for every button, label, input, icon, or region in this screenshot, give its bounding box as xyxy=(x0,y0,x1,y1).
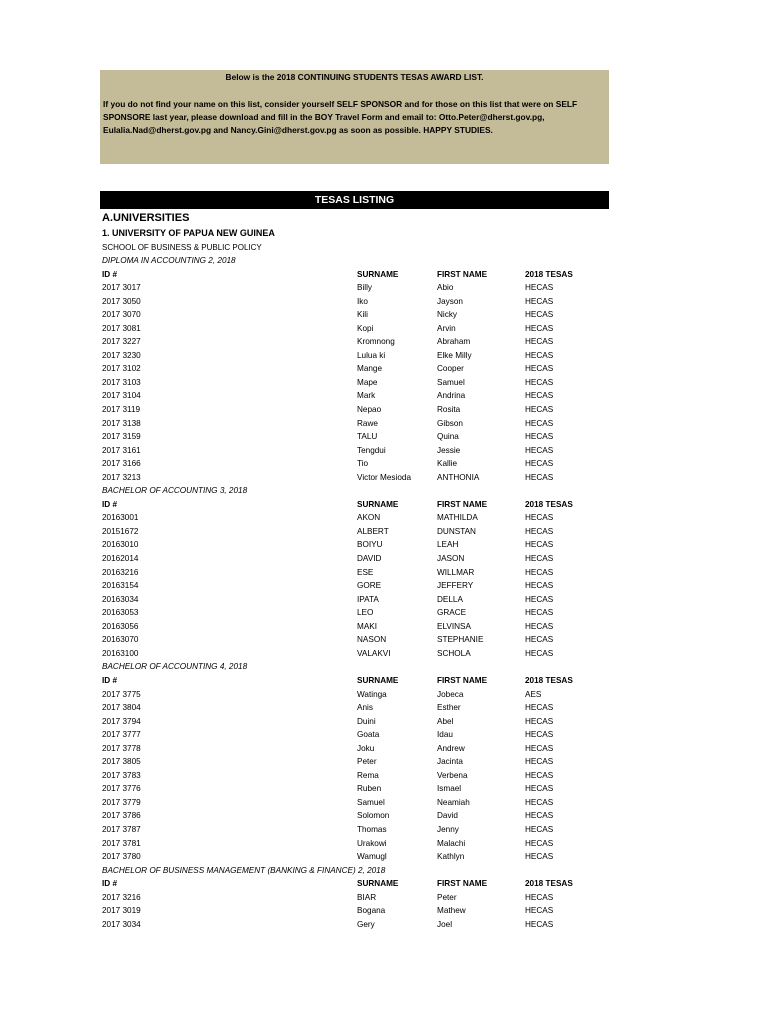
student-award: HECAS xyxy=(525,797,554,807)
program-title: BACHELOR OF ACCOUNTING 4, 2018 xyxy=(102,662,248,672)
column-header-surname: SURNAME xyxy=(357,879,399,889)
student-first-name: Jobeca xyxy=(437,689,464,699)
student-award: HECAS xyxy=(525,377,554,387)
student-row xyxy=(102,850,612,864)
student-surname: IPATA xyxy=(357,594,379,604)
student-first-name: Jessie xyxy=(437,445,461,455)
student-award: HECAS xyxy=(525,906,554,916)
student-row xyxy=(102,755,612,769)
student-surname: MAKI xyxy=(357,621,378,631)
student-first-name: Rosita xyxy=(437,405,461,415)
student-surname: Thomas xyxy=(357,824,387,834)
student-first-name: Cooper xyxy=(437,364,464,374)
student-row xyxy=(102,593,612,607)
student-surname: Joku xyxy=(357,743,375,753)
student-row xyxy=(102,904,612,918)
student-surname: NASON xyxy=(357,635,387,645)
listing-banner: TESAS LISTING xyxy=(100,191,609,209)
student-id: 20162014 xyxy=(102,554,139,564)
student-id: 2017 3780 xyxy=(102,852,141,862)
student-row xyxy=(102,701,612,715)
student-id: 2017 3805 xyxy=(102,757,141,767)
student-row xyxy=(102,620,612,634)
student-id: 20163034 xyxy=(102,594,139,604)
student-id: 2017 3161 xyxy=(102,445,141,455)
student-first-name: Mathew xyxy=(437,906,466,916)
column-header-row xyxy=(102,268,612,282)
column-header-id: ID # xyxy=(102,499,118,509)
student-award: HECAS xyxy=(525,757,554,767)
student-award: HECAS xyxy=(525,770,554,780)
column-header-first-name: FIRST NAME xyxy=(437,675,488,685)
student-first-name: Esther xyxy=(437,703,461,713)
listing-content xyxy=(102,210,612,931)
student-surname: Tengdui xyxy=(357,445,386,455)
student-award: HECAS xyxy=(525,364,554,374)
student-row xyxy=(102,796,612,810)
student-award: HECAS xyxy=(525,350,554,360)
column-header-award: 2018 TESAS xyxy=(525,879,573,889)
column-header-first-name: FIRST NAME xyxy=(437,499,488,509)
student-surname: Rawe xyxy=(357,418,378,428)
student-id: 2017 3775 xyxy=(102,689,141,699)
student-row xyxy=(102,295,612,309)
student-award: HECAS xyxy=(525,703,554,713)
column-header-row xyxy=(102,877,612,891)
student-id: 2017 3778 xyxy=(102,743,141,753)
student-id: 2017 3138 xyxy=(102,418,141,428)
student-id: 2017 3104 xyxy=(102,391,141,401)
student-first-name: JASON xyxy=(437,554,465,564)
student-id: 20163010 xyxy=(102,540,139,550)
student-first-name: Kathlyn xyxy=(437,852,465,862)
student-row xyxy=(102,538,612,552)
student-surname: Iko xyxy=(357,296,368,306)
student-first-name: DUNSTAN xyxy=(437,526,476,536)
student-row xyxy=(102,782,612,796)
student-surname: Solomon xyxy=(357,811,390,821)
student-award: HECAS xyxy=(525,323,554,333)
column-header-row xyxy=(102,674,612,688)
program-title: DIPLOMA IN ACCOUNTING 2, 2018 xyxy=(102,256,236,265)
student-row xyxy=(102,688,612,702)
student-id: 2017 3804 xyxy=(102,703,141,713)
student-surname: BOIYU xyxy=(357,540,383,550)
student-row xyxy=(102,606,612,620)
student-id: 20163154 xyxy=(102,581,139,591)
student-row xyxy=(102,837,612,851)
student-first-name: Nicky xyxy=(437,310,458,320)
student-row xyxy=(102,647,612,661)
student-award: HECAS xyxy=(525,919,554,929)
student-award: HECAS xyxy=(525,648,554,658)
student-surname: TALU xyxy=(357,432,378,442)
student-row xyxy=(102,281,612,295)
student-surname: Gery xyxy=(357,919,375,929)
student-id: 20151672 xyxy=(102,526,139,536)
student-first-name: Gibson xyxy=(437,418,463,428)
student-first-name: MATHILDA xyxy=(437,513,478,523)
student-surname: Samuel xyxy=(357,797,385,807)
student-row xyxy=(102,823,612,837)
student-id: 2017 3786 xyxy=(102,811,141,821)
student-award: HECAS xyxy=(525,391,554,401)
column-header-first-name: FIRST NAME xyxy=(437,879,488,889)
student-first-name: Quina xyxy=(437,432,459,442)
student-row xyxy=(102,552,612,566)
column-header-award: 2018 TESAS xyxy=(525,675,573,685)
student-id: 20163070 xyxy=(102,635,139,645)
student-first-name: GRACE xyxy=(437,608,467,618)
student-award: AES xyxy=(525,689,542,699)
program-title: BACHELOR OF BUSINESS MANAGEMENT (BANKING & FINANCE) 2, 2018 xyxy=(102,865,386,875)
student-award: HECAS xyxy=(525,621,554,631)
student-row xyxy=(102,417,612,431)
student-award: HECAS xyxy=(525,540,554,550)
student-award: HECAS xyxy=(525,296,554,306)
student-first-name: Arvin xyxy=(437,323,456,333)
student-first-name: Verbena xyxy=(437,770,468,780)
student-award: HECAS xyxy=(525,418,554,428)
student-award: HECAS xyxy=(525,513,554,523)
program-list xyxy=(102,254,612,931)
student-id: 2017 3019 xyxy=(102,906,141,916)
student-row xyxy=(102,457,612,471)
student-award: HECAS xyxy=(525,852,554,862)
student-row xyxy=(102,444,612,458)
student-id: 2017 3794 xyxy=(102,716,141,726)
student-id: 20163056 xyxy=(102,621,139,631)
student-award: HECAS xyxy=(525,784,554,794)
student-surname: Bogana xyxy=(357,906,386,916)
student-first-name: ELVINSA xyxy=(437,621,471,631)
student-surname: BIAR xyxy=(357,892,377,902)
student-award: HECAS xyxy=(525,554,554,564)
student-id: 2017 3166 xyxy=(102,459,141,469)
student-surname: Wamugl xyxy=(357,852,387,862)
student-award: HECAS xyxy=(525,567,554,577)
student-row xyxy=(102,769,612,783)
student-id: 2017 3777 xyxy=(102,730,141,740)
student-first-name: Samuel xyxy=(437,377,465,387)
student-row xyxy=(102,525,612,539)
column-header-id: ID # xyxy=(102,675,118,685)
student-row xyxy=(102,728,612,742)
program-title: BACHELOR OF ACCOUNTING 3, 2018 xyxy=(102,486,248,496)
student-surname: Watinga xyxy=(357,689,387,699)
student-first-name: STEPHANIE xyxy=(437,635,484,645)
student-first-name: WILLMAR xyxy=(437,567,475,577)
student-id: 20163216 xyxy=(102,567,139,577)
student-id: 20163053 xyxy=(102,608,139,618)
student-award: HECAS xyxy=(525,716,554,726)
student-row xyxy=(102,511,612,525)
student-surname: Billy xyxy=(357,283,373,293)
student-first-name: DELLA xyxy=(437,594,463,604)
notice-box xyxy=(100,70,609,164)
column-header-row xyxy=(102,498,612,512)
column-header-first-name: FIRST NAME xyxy=(437,269,488,279)
student-id: 20163001 xyxy=(102,513,139,523)
student-award: HECAS xyxy=(525,635,554,645)
student-id: 2017 3783 xyxy=(102,770,141,780)
student-id: 2017 3787 xyxy=(102,824,141,834)
column-header-surname: SURNAME xyxy=(357,499,399,509)
student-award: HECAS xyxy=(525,445,554,455)
student-award: HECAS xyxy=(525,838,554,848)
student-surname: Mark xyxy=(357,391,376,401)
column-header-surname: SURNAME xyxy=(357,269,399,279)
student-surname: Rema xyxy=(357,770,379,780)
student-surname: Goata xyxy=(357,730,380,740)
student-surname: Nepao xyxy=(357,405,382,415)
student-surname: Kopi xyxy=(357,323,374,333)
student-id: 2017 3227 xyxy=(102,337,141,347)
student-award: HECAS xyxy=(525,824,554,834)
student-row xyxy=(102,403,612,417)
student-id: 2017 3119 xyxy=(102,405,141,415)
student-id: 2017 3081 xyxy=(102,323,141,333)
student-award: HECAS xyxy=(525,743,554,753)
student-first-name: Idau xyxy=(437,730,453,740)
column-header-surname: SURNAME xyxy=(357,675,399,685)
student-award: HECAS xyxy=(525,283,554,293)
student-award: HECAS xyxy=(525,730,554,740)
school-heading: SCHOOL OF BUSINESS & PUBLIC POLICY xyxy=(102,243,262,252)
student-surname: Mange xyxy=(357,364,383,374)
student-surname: Peter xyxy=(357,757,377,767)
student-first-name: Andrew xyxy=(437,743,465,753)
university-heading: 1. UNIVERSITY OF PAPUA NEW GUINEA xyxy=(102,228,275,238)
student-first-name: Neamiah xyxy=(437,797,470,807)
student-first-name: SCHOLA xyxy=(437,648,471,658)
student-id: 2017 3034 xyxy=(102,919,141,929)
student-surname: Urakowi xyxy=(357,838,387,848)
student-row xyxy=(102,362,612,376)
student-first-name: Kallie xyxy=(437,459,458,469)
student-id: 2017 3781 xyxy=(102,838,141,848)
student-first-name: Abel xyxy=(437,716,454,726)
student-first-name: Joel xyxy=(437,919,453,929)
student-row xyxy=(102,389,612,403)
student-first-name: LEAH xyxy=(437,540,459,550)
student-first-name: Malachi xyxy=(437,838,466,848)
student-surname: Tio xyxy=(357,459,369,469)
section-heading: A.UNIVERSITIES xyxy=(102,212,190,224)
student-award: HECAS xyxy=(525,310,554,320)
student-first-name: Elke Milly xyxy=(437,350,472,360)
student-award: HECAS xyxy=(525,472,554,482)
student-id: 2017 3159 xyxy=(102,432,141,442)
notice-headline: Below is the 2018 CONTINUING STUDENTS TESAS AWARD LIST. xyxy=(225,72,484,82)
student-award: HECAS xyxy=(525,459,554,469)
student-id: 2017 3103 xyxy=(102,377,141,387)
student-row xyxy=(102,918,612,932)
student-surname: ALBERT xyxy=(357,526,389,536)
student-row xyxy=(102,322,612,336)
student-surname: ESE xyxy=(357,567,374,577)
student-first-name: Jacinta xyxy=(437,757,463,767)
student-award: HECAS xyxy=(525,526,554,536)
student-row xyxy=(102,335,612,349)
student-id: 2017 3070 xyxy=(102,310,141,320)
student-id: 2017 3779 xyxy=(102,797,141,807)
student-row xyxy=(102,715,612,729)
student-award: HECAS xyxy=(525,432,554,442)
student-first-name: Jenny xyxy=(437,824,459,834)
student-surname: Duini xyxy=(357,716,376,726)
student-row xyxy=(102,349,612,363)
student-first-name: David xyxy=(437,811,458,821)
student-row xyxy=(102,308,612,322)
student-row xyxy=(102,471,612,485)
student-surname: Victor Mesioda xyxy=(357,472,412,482)
student-row xyxy=(102,376,612,390)
student-first-name: Andrina xyxy=(437,391,466,401)
student-id: 2017 3017 xyxy=(102,283,141,293)
student-first-name: Abio xyxy=(437,283,454,293)
student-award: HECAS xyxy=(525,892,554,902)
student-surname: Kili xyxy=(357,310,368,320)
student-row xyxy=(102,809,612,823)
student-surname: GORE xyxy=(357,581,382,591)
student-row xyxy=(102,633,612,647)
student-award: HECAS xyxy=(525,581,554,591)
student-first-name: ANTHONIA xyxy=(437,472,480,482)
student-surname: DAVID xyxy=(357,554,382,564)
student-award: HECAS xyxy=(525,594,554,604)
student-surname: Mape xyxy=(357,377,378,387)
student-id: 2017 3216 xyxy=(102,892,141,902)
column-header-award: 2018 TESAS xyxy=(525,499,573,509)
student-row xyxy=(102,891,612,905)
student-id: 2017 3776 xyxy=(102,784,141,794)
student-id: 2017 3102 xyxy=(102,364,141,374)
student-award: HECAS xyxy=(525,337,554,347)
student-first-name: JEFFERY xyxy=(437,581,474,591)
student-award: HECAS xyxy=(525,405,554,415)
student-first-name: Abraham xyxy=(437,337,471,347)
student-id: 2017 3230 xyxy=(102,350,141,360)
column-header-award: 2018 TESAS xyxy=(525,269,573,279)
student-surname: Anis xyxy=(357,703,373,713)
student-first-name: Ismael xyxy=(437,784,462,794)
student-row xyxy=(102,742,612,756)
student-surname: Ruben xyxy=(357,784,382,794)
student-id: 20163100 xyxy=(102,648,139,658)
student-surname: Kromnong xyxy=(357,337,395,347)
student-row xyxy=(102,430,612,444)
student-id: 2017 3213 xyxy=(102,472,141,482)
column-header-id: ID # xyxy=(102,269,118,279)
notice-body: If you do not find your name on this list, consider yourself SELF SPONSOR and for those on this list that were on SELF SPONSORE last year, please download and fill in the BOY Travel Form and email to: Otto.Peter@dherst.gov.pg, Eulalia.Nad@dherst.gov.pg and Nancy.Gini@dherst.gov.pg as soon as possible. HAPPY STUDIES. xyxy=(103,99,578,135)
student-surname: AKON xyxy=(357,513,381,523)
student-first-name: Peter xyxy=(437,892,457,902)
student-row xyxy=(102,579,612,593)
student-surname: Lulua ki xyxy=(357,350,386,360)
student-surname: VALAKVI xyxy=(357,648,391,658)
student-id: 2017 3050 xyxy=(102,296,141,306)
column-header-id: ID # xyxy=(102,879,118,889)
student-award: HECAS xyxy=(525,608,554,618)
student-surname: LEO xyxy=(357,608,374,618)
student-first-name: Jayson xyxy=(437,296,463,306)
student-row xyxy=(102,566,612,580)
student-award: HECAS xyxy=(525,811,554,821)
